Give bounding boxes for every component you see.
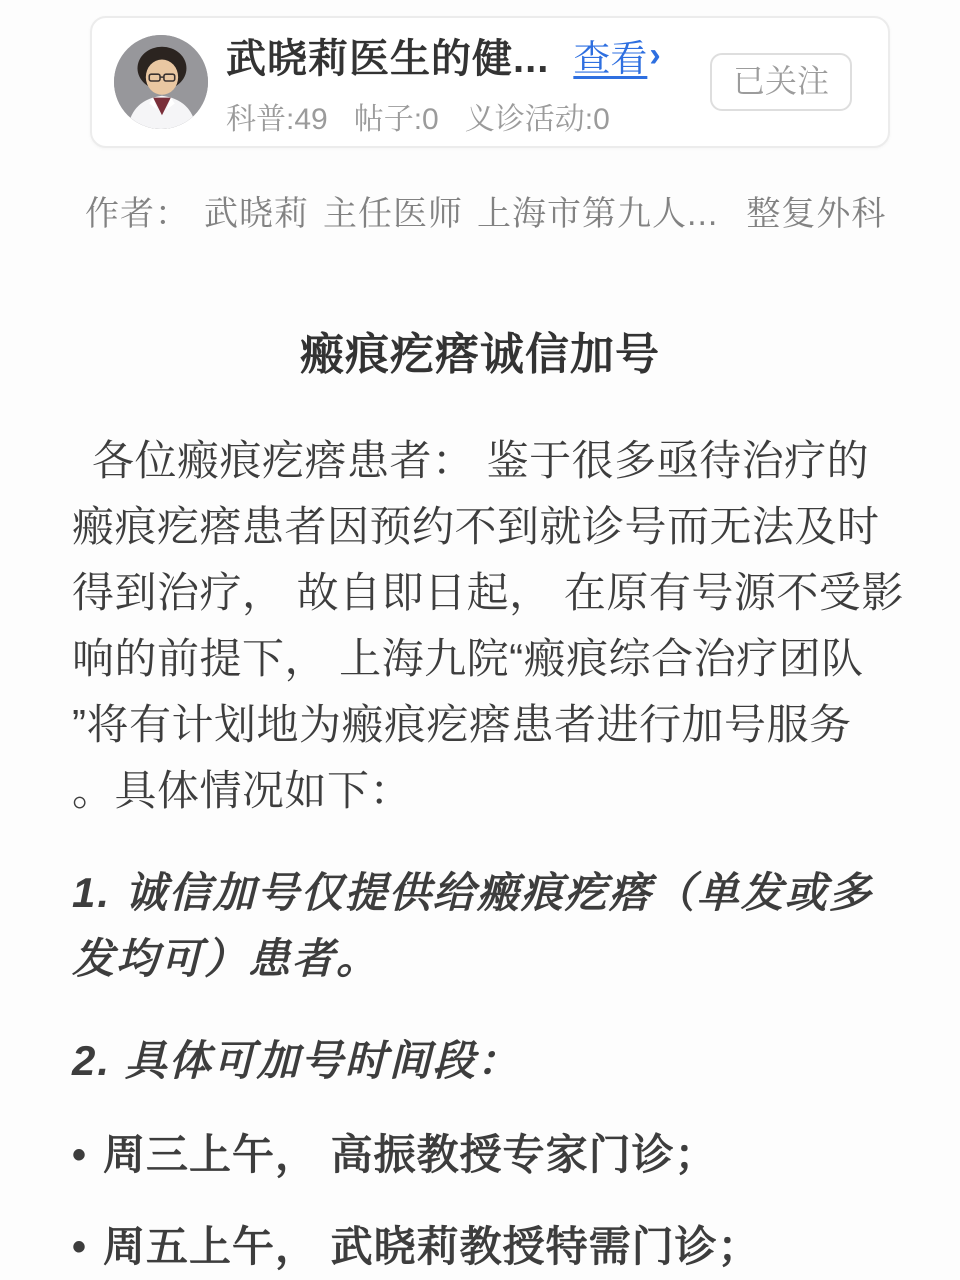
intro-line: ”将有计划地为瘢痕疙瘩患者进行加号服务: [72, 701, 852, 748]
list-item-2: [72, 1028, 888, 1094]
list-item-1-line: 1. 诚信加号仅提供给瘢痕疙瘩（单发或多: [72, 869, 873, 916]
chevron-right-icon: ›: [649, 35, 661, 74]
doctor-avatar: [114, 35, 208, 129]
view-link-label: 查看: [573, 38, 648, 79]
author-line: [85, 186, 900, 235]
intro-line: 瘢痕疙瘩患者因预约不到就诊号而无法及时: [72, 503, 880, 550]
doctor-card-main: [226, 27, 710, 138]
stat-tiezi: 帖子:0: [353, 102, 439, 136]
author-hospital: 上海市第九人...: [477, 195, 719, 233]
health-account-title: 武晓莉医生的健...: [226, 36, 550, 81]
author-department: 整复外科: [746, 195, 887, 233]
stat-yizhen: 义诊活动:0: [464, 102, 610, 136]
author-prefix: 作者：: [85, 195, 190, 233]
bullet-icon: •: [72, 1133, 88, 1177]
bullet-text: 周三上午， 高振教授专家门诊；: [103, 1131, 718, 1178]
bullet-icon: •: [72, 1225, 88, 1269]
bullet-item-friday: [72, 1214, 888, 1280]
doctor-profile-card[interactable]: [90, 16, 890, 148]
doctor-avatar-image: [114, 35, 208, 129]
list-item-2-line: 2. 具体可加号时间段：: [72, 1037, 521, 1084]
list-item-1-line: 发均可）患者。: [72, 935, 381, 982]
article-intro-paragraph: [72, 428, 904, 824]
followed-button[interactable]: 已关注: [710, 53, 852, 110]
article-title: 瘢痕疙瘩诚信加号: [300, 330, 660, 379]
article-body: [72, 318, 904, 1280]
author-job-title: 主任医师: [323, 195, 463, 233]
bullet-item-wednesday: [72, 1122, 888, 1188]
view-link[interactable]: [573, 28, 660, 82]
bullet-text: 周五上午， 武晓莉教授特需门诊；: [103, 1223, 761, 1270]
account-stats: [226, 94, 710, 138]
author-name: 武晓莉: [204, 195, 309, 233]
intro-line: 。具体情况如下：: [72, 767, 413, 814]
intro-line: 各位瘢痕疙瘩患者： 鉴于很多亟待治疗的: [92, 437, 870, 484]
list-item-1: [72, 860, 888, 992]
intro-line: 响的前提下， 上海九院“瘢痕综合治疗团队: [72, 635, 864, 682]
intro-line: 得到治疗， 故自即日起， 在原有号源不受影: [72, 569, 904, 616]
stat-kepu: 科普:49: [226, 102, 328, 136]
